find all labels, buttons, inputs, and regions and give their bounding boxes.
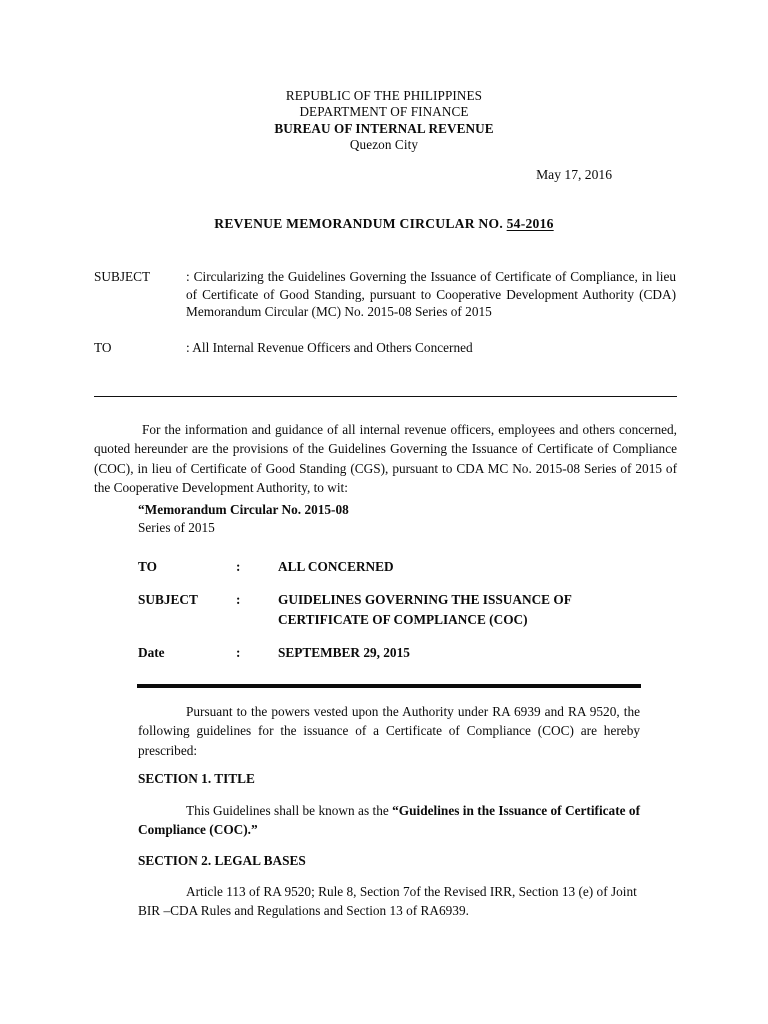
quoted-circular-block [138, 501, 658, 662]
quoted-to-colon: : [236, 558, 241, 574]
letterhead-line-department: DEPARTMENT OF FINANCE [299, 104, 469, 120]
quoted-subject-colon: : [236, 592, 241, 608]
quoted-subject-label: SUBJECT [138, 592, 198, 608]
quoted-circular-heading: “Memorandum Circular No. 2015-08 [138, 502, 349, 517]
quoted-subject-value-line2: CERTIFICATE OF COMPLIANCE (COC) [278, 611, 528, 627]
letterhead-line-city: Quezon City [349, 137, 419, 153]
to-label: TO [94, 339, 112, 355]
document-date: May 17, 2016 [536, 167, 612, 182]
quoted-row-to [138, 557, 658, 576]
subject-value: : Circularizing the Guidelines Governing the Issuance of Certificate of Compliance, in lieu of Certificate of Good Standing, pursuant to Cooperative Development Authority (CDA) Memorandum Circular (MC) No. 2015-08 Series of 2015 [186, 269, 676, 320]
letterhead-line-bureau: BUREAU OF INTERNAL REVENUE [274, 120, 494, 136]
circular-number: 54-2016 [506, 216, 554, 231]
to-value: : All Internal Revenue Officers and Others Concerned [186, 339, 473, 355]
quoted-row-subject [138, 590, 658, 629]
intro-paragraph: For the information and guidance of all internal revenue officers, employees and others concerned, quoted hereunder are the provisions of the Guidelines Governing the Issuance of Certificate of Compliance (COC), in lieu of Certificate of Good Standing (CGS), pursuant to CDA MC No. 2015-08 Series of 2015 of the Cooperative Development Authority, to wit: [94, 422, 677, 496]
section-1-heading: SECTION 1. TITLE [138, 771, 255, 786]
circular-title-prefix: REVENUE MEMORANDUM CIRCULAR NO. [214, 216, 507, 231]
quoted-to-value-line1: ALL CONCERNED [278, 558, 394, 574]
quoted-subject-value-line1: GUIDELINES GOVERNING THE ISSUANCE OF [278, 592, 572, 608]
quoted-date-label: Date [138, 645, 165, 661]
horizontal-divider [94, 396, 677, 397]
meta-row-to [94, 339, 676, 357]
section-2-body: Article 113 of RA 9520; Rule 8, Section 7of the Revised IRR, Section 13 (e) of Joint BIR –CDA Rules and Regulations and Section 13 of RA6939. [138, 884, 637, 919]
quoted-row-date [138, 643, 658, 662]
section-divider [137, 684, 641, 688]
letterhead-line-republic: REPUBLIC OF THE PHILIPPINES [285, 88, 483, 103]
page-title [0, 216, 768, 232]
meta-row-subject [94, 268, 676, 321]
section-1-body [138, 801, 640, 840]
section-1-body-prefix: This Guidelines shall be known as the [186, 803, 393, 818]
quoted-circular-rows [138, 557, 658, 663]
pursuant-paragraph: Pursuant to the powers vested upon the Authority under RA 6939 and RA 9520, the following guidelines for the issuance of a Certificate of Compliance (COC) are hereby prescribed: [138, 704, 640, 758]
quoted-subject-value [278, 590, 658, 629]
subject-label: SUBJECT [94, 269, 151, 284]
letterhead [0, 88, 768, 154]
quoted-date-value-line1: SEPTEMBER 29, 2015 [278, 645, 410, 661]
quoted-circular-series: Series of 2015 [138, 520, 215, 536]
quoted-to-label: TO [138, 558, 157, 574]
header-meta-block [94, 268, 676, 356]
quoted-date-value [278, 643, 658, 662]
quoted-date-colon: : [236, 645, 241, 661]
quoted-to-value [278, 557, 658, 576]
section-1-body-quoted: “Guidelines in the Issuance of Certificate of Compliance (COC).” [138, 803, 640, 838]
section-2-heading: SECTION 2. LEGAL BASES [138, 853, 306, 868]
